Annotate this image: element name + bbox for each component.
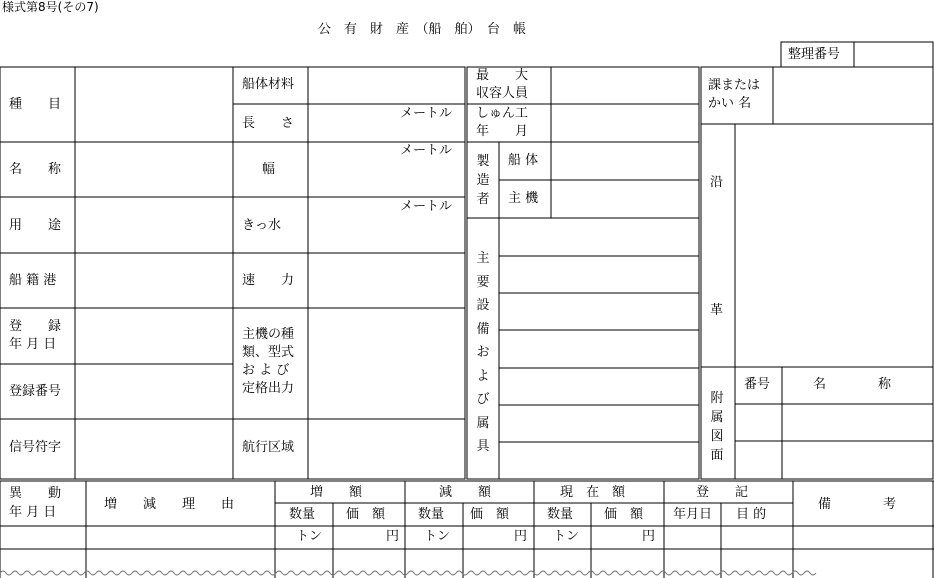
completion-field[interactable] (552, 105, 698, 141)
type-label: 種 目 (9, 97, 62, 112)
speed-label: 速 力 (242, 273, 295, 288)
maker-label: 製造者 (476, 154, 490, 207)
decrease-label: 減 額 (439, 485, 492, 500)
current-label: 現 在 額 (560, 485, 626, 500)
port-label: 船 籍 港 (9, 273, 57, 288)
length-label: 長 さ (242, 116, 295, 131)
current-ton-unit: トン (553, 529, 580, 544)
engine-field[interactable] (309, 309, 464, 418)
reg-date-field[interactable] (76, 309, 232, 363)
decrease-price-label: 価 額 (470, 507, 510, 522)
registry-date-label: 年月日 (673, 507, 713, 522)
hull-maker-field[interactable] (552, 143, 698, 179)
material-field[interactable] (309, 68, 464, 103)
area-field[interactable] (309, 420, 464, 478)
increase-yen-unit: 円 (386, 529, 400, 544)
increase-ton-unit: トン (296, 529, 323, 544)
material-label: 船体材料 (242, 77, 295, 92)
history-field[interactable] (736, 125, 932, 366)
drawing-name-label: 名 称 (813, 377, 892, 392)
width-unit: メートル (400, 143, 453, 158)
name-label: 名 称 (9, 162, 62, 177)
drawings-label: 附属図面 (710, 391, 724, 463)
reg-date-label-2: 年 月 日 (9, 337, 57, 352)
decrease-qty-label: 数量 (418, 507, 445, 522)
management-number-field[interactable] (855, 43, 932, 66)
history-label-top: 沿 (710, 175, 724, 190)
signal-field[interactable] (76, 420, 232, 478)
increase-price-label: 価 額 (346, 507, 386, 522)
hull-label: 船 体 (508, 153, 539, 168)
capacity-label-2: 収容人員 (476, 86, 529, 101)
registry-purpose-label: 目 的 (736, 507, 767, 522)
drawings-field[interactable] (736, 405, 932, 478)
decrease-yen-unit: 円 (514, 529, 528, 544)
current-qty-label: 数量 (547, 507, 574, 522)
change-date-label-2: 年 月 日 (9, 505, 57, 520)
change-date-label-1: 異 動 (9, 486, 62, 501)
bottom-entry-rows[interactable] (1, 527, 933, 573)
engine-label-1: 主機の種 (242, 327, 295, 342)
engine-label-4: 定格出力 (242, 381, 295, 396)
depth-unit: メートル (400, 199, 453, 214)
reg-number-field[interactable] (76, 365, 232, 418)
area-label: 航行区域 (242, 440, 295, 455)
signal-label: 信号符字 (9, 440, 62, 455)
increase-qty-label: 数量 (289, 507, 316, 522)
width-label: 幅 (262, 162, 276, 177)
completion-label-1: しゅん工 (476, 106, 529, 121)
capacity-field[interactable] (552, 68, 698, 103)
current-yen-unit: 円 (642, 529, 656, 544)
use-field[interactable] (76, 198, 232, 252)
form-number: 様式第8号(その7) (2, 0, 99, 14)
depth-label: きっ水 (242, 218, 282, 233)
speed-field[interactable] (309, 254, 464, 307)
name-field[interactable] (76, 143, 232, 196)
registry-label: 登 記 (696, 485, 749, 500)
reg-date-label-1: 登 録 (9, 319, 62, 334)
width-field[interactable] (309, 143, 464, 196)
reason-label: 増 減 理 由 (104, 497, 235, 512)
engine-maker-field[interactable] (552, 181, 698, 217)
length-field[interactable] (309, 105, 464, 141)
decrease-ton-unit: トン (424, 529, 451, 544)
completion-label-2: 年 月 (476, 124, 529, 139)
section-label-1: 課または (708, 78, 761, 93)
capacity-label-1: 最 大 (476, 68, 529, 83)
engine-label-2: 類、型式 (242, 345, 295, 360)
section-field[interactable] (774, 68, 932, 123)
use-label: 用 途 (9, 218, 62, 233)
increase-label: 増 額 (310, 485, 363, 500)
section-label-2: かい 名 (708, 96, 752, 111)
remarks-label: 備 考 (818, 497, 897, 512)
port-field[interactable] (76, 254, 232, 307)
type-field[interactable] (76, 68, 232, 141)
main-engine-label: 主 機 (508, 191, 539, 206)
equipment-field[interactable] (500, 219, 698, 478)
depth-field[interactable] (309, 198, 464, 252)
current-price-label: 価 額 (604, 507, 644, 522)
management-number-label: 整理番号 (788, 47, 841, 62)
reg-number-label: 登録番号 (9, 384, 62, 399)
drawing-number-label: 番号 (744, 377, 771, 392)
history-label-bottom: 革 (710, 303, 724, 318)
form-title: 公 有 財 産 （船 舶） 台 帳 (318, 22, 527, 37)
equipment-label: 主要設備および属具 (476, 251, 490, 454)
engine-label-3: お よ び (242, 363, 290, 378)
length-unit: メートル (400, 106, 453, 121)
